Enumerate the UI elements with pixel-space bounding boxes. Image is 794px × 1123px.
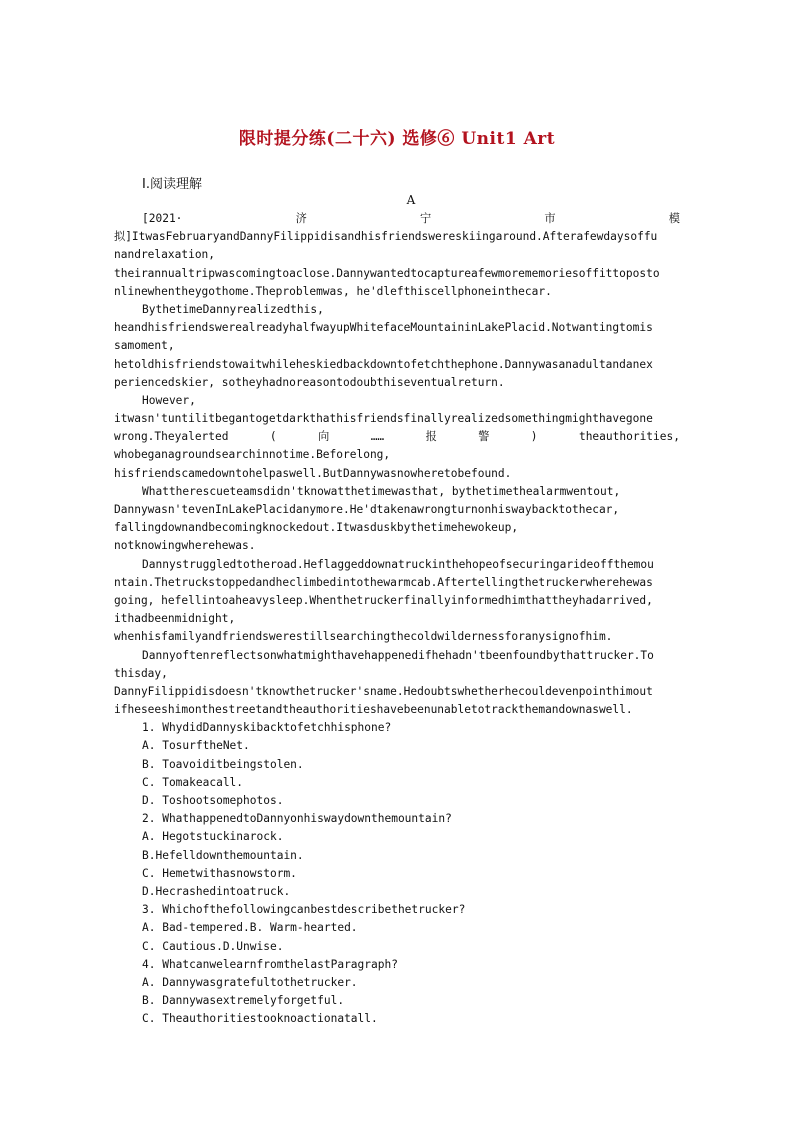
text-line: going, hefellintoaheavysleep.Whenthetruckerfinallyinformedhimthattheyhadarrived, [114,593,653,607]
answer-option: D.Hecrashedintoatruck. [142,884,291,898]
source-part: 模 [668,212,680,225]
source-part: 市 [544,212,556,225]
text-line: Dannyoftenreflectsonwhatmighthavehappenedifhehadn'tbeenfoundbythattrucker.To [142,648,654,662]
alert-part: wrong.Theyalerted [114,430,229,444]
text-line: whobeganagroundsearchinnotime.Beforelong, [114,448,391,462]
source-part: 宁 [420,212,432,225]
text-line: hisfriendscamedowntohelpaswell.ButDannywasnowheretobefound. [114,466,512,480]
question-stem: 3. Whichofthefollowingcanbestdescribethetrucker? [142,903,466,917]
text-line: periencedskier, sotheyhadnoreasontodoubthiseventualreturn. [114,375,505,389]
text-line: itwasn'tuntilitbegantogetdarkthathisfriendsfinallyrealizedsomethingmighthavegone [114,412,653,426]
text-line: samoment, [114,339,175,353]
text-line: BythetimeDannyrealizedthis, [142,302,324,316]
text-line: However, [142,393,196,407]
text-line: Dannystruggledtotheroad.Heflaggeddownatruckinthehopeofsecuringarideoffthemou [142,557,654,571]
alert-part: 警 [478,430,490,444]
text-line: notknowingwherehewas. [114,539,256,553]
text-line: ifheseeshimonthestreetandtheauthoritieshavebeenunabletotrackthemandownaswell. [114,703,633,717]
alert-part: theauthorities, [578,430,680,444]
answer-option: C. Hemetwithasnowstorm. [142,866,297,880]
alert-part: 向 [318,430,330,444]
answer-option: C. Tomakeacall. [142,775,244,789]
answer-option: A. Bad-tempered.B. Warm-hearted. [142,921,358,935]
source-part: 济 [295,212,307,225]
text-line: nlinewhentheygothome.Theproblemwas, he'dlefthiscellphoneinthecar. [114,284,552,298]
alert-part: ) [530,430,538,444]
alert-part: ( [269,430,277,444]
text-line: hetoldhisfriendstowaitwhileheskiedbackdowntofetchthephone.Dannywasanadultandanex [114,357,653,371]
page-title: 限时提分练(二十六) 选修⑥ Unit1 Art [238,129,556,149]
source-line [114,210,680,228]
question-stem: 4. WhatcanwelearnfromthelastParagraph? [142,957,398,971]
source-part: [2021· [142,212,183,225]
answer-option: D. Toshootsomephotos. [142,794,284,807]
answer-option: A. TosurftheNet. [142,739,250,753]
passage-label: A [406,193,416,207]
text-line: theirannualtripwascomingtoaclose.Dannywantedtocaptureafewmorememoriesoffittoposto [114,266,660,280]
text-line: nandrelaxation, [114,248,216,262]
text-line: 拟]ItwasFebruaryandDannyFilippidisandhisfriendswereskiingaround.Afterafewdaysoffu [114,230,658,244]
question-stem: 1. WhydidDannyskibacktofetchhisphone? [142,721,392,735]
answer-option: C. Theauthoritiestooknoactionatall. [142,1012,378,1026]
text-line: heandhisfriendswerealreadyhalfwayupWhitefaceMountaininLakePlacid.Notwantingtomis [114,321,653,335]
text-line: DannyFilippidisdoesn'tknowthetrucker'sname.Hedoubtswhetherhecouldevenpointhimout [114,684,653,698]
text-line: whenhisfamilyandfriendswerestillsearchingthecoldwildernessforanysignofhim. [114,630,613,644]
passage-body [114,210,680,1028]
text-line: fallingdownandbecomingknockedout.Itwasduskbythetimehewokeup, [114,521,519,535]
section-heading: Ⅰ.阅读理解 [142,177,202,192]
alert-part: 报 [425,430,437,444]
answer-option: A. Dannywasgratefultothetrucker. [142,975,358,989]
question-stem: 2. WhathappenedtoDannyonhiswaydownthemountain? [142,812,452,826]
text-line: ithadbeenmidnight, [114,612,236,626]
text-line: Whattherescueteamsdidn'tknowatthetimewasthat, bythetimethealarmwentout, [142,484,621,498]
answer-option: A. Hegotstuckinarock. [142,830,284,844]
answer-option: B. Dannywasextremelyforgetful. [142,994,345,1008]
answer-option: B.Hefelldownthemountain. [142,848,304,862]
text-line: Dannywasn'tevenInLakePlacidanymore.He'dtakenawrongturnonhiswaybacktothecar, [114,503,620,516]
alert-part: …… [370,430,385,444]
answer-option: B. Toavoiditbeingstolen. [142,757,304,771]
text-line: ntain.Thetruckstoppedandheclimbedintothewarmcab.Aftertellingthetruckerwherehewas [114,575,653,589]
text-line: thisday, [114,666,168,680]
alert-line [114,428,680,446]
answer-option: C. Cautious.D.Unwise. [142,939,284,953]
